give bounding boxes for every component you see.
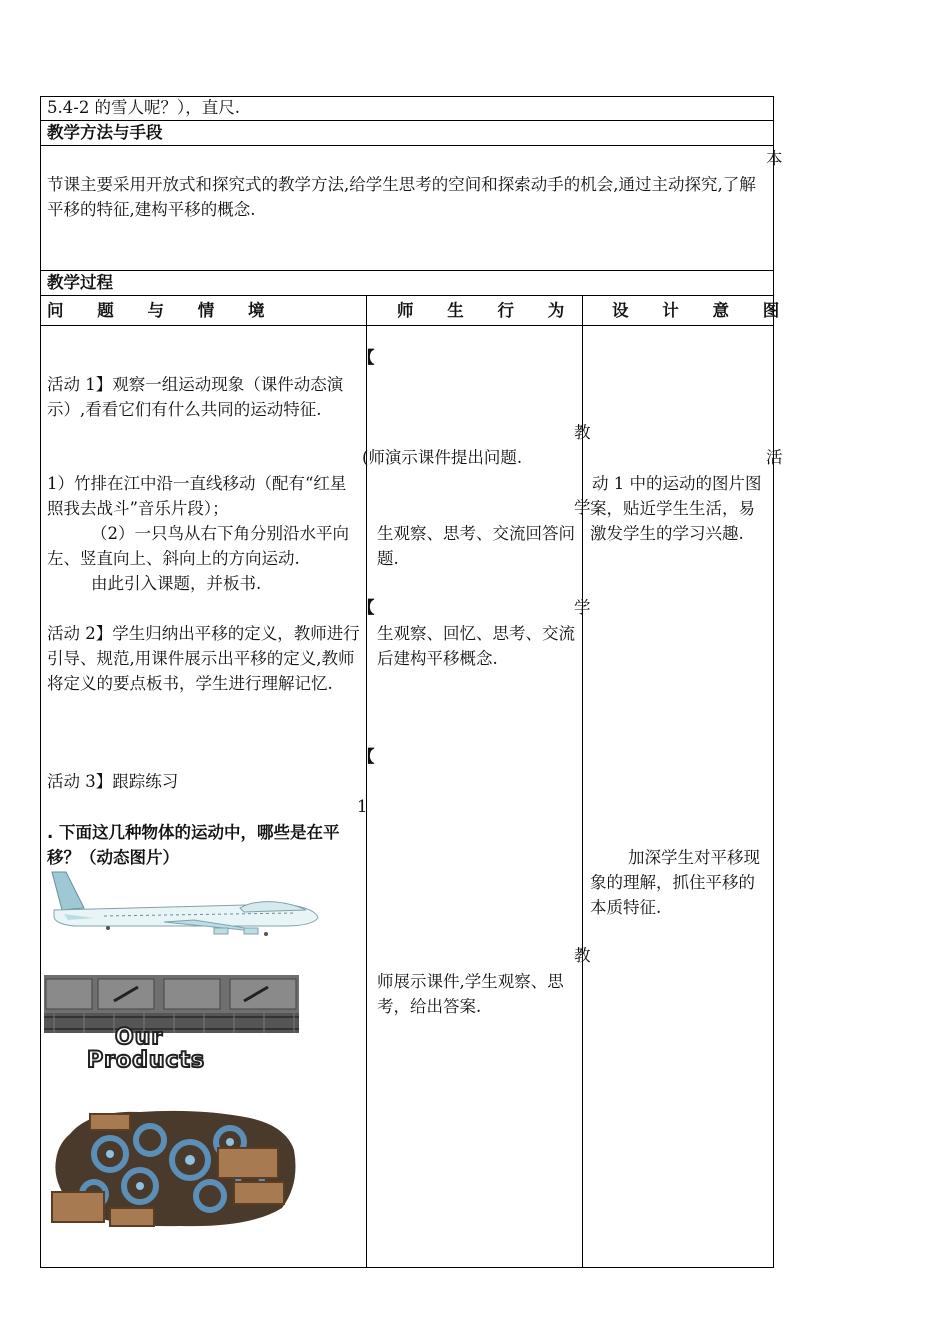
methods-text: 节课主要采用开放式和探究式的教学方法,给学生思考的空间和探索动手的机会,通过主动探究,了解平移的特征,建构平移的概念. (47, 175, 756, 219)
methods-heading: 教学方法与手段 (47, 123, 163, 142)
behavior-text-1: (师演示课件提出问题. (362, 448, 523, 467)
row-line-4 (40, 295, 774, 296)
intent-text-1: 动 1 中的运动的图片图案，贴近学生生活，易激发学生的学习兴趣. (590, 474, 762, 543)
activity-1-item-1: 1）竹排在江中沿一直线移动（配有“红星照我去战斗”音乐片段）； (47, 474, 347, 518)
question-text: . 下面这几种物体的运动中，哪些是在平移？（动态图片） (47, 823, 340, 867)
products-logo-line2: Products (87, 1048, 206, 1073)
row-line-5 (40, 325, 774, 326)
side-char-teach: 教 (574, 423, 591, 442)
table-border-left (40, 96, 41, 1268)
products-logo-line1: Our (115, 1025, 164, 1050)
activity-2-text: 活动 2】学生归纳出平移的定义，教师进行引导、规范,用课件展示出平移的定义,教师将定义的要点板书，学生进行理解记忆. (47, 624, 360, 693)
column-header-behavior: 师 生 行 为 (397, 301, 579, 320)
bracket-marker: 【 (358, 598, 375, 617)
side-char-learn: 学 (574, 498, 591, 517)
behavior-text-3: 生观察、回忆、思考、交流后建构平移概念. (377, 624, 575, 668)
bracket-marker: 【 (358, 747, 375, 766)
question-number: 1 (357, 797, 368, 816)
behavior-text-4: 师展示课件,学生观察、思考，给出答案. (377, 972, 564, 1016)
table-border-right (773, 96, 774, 1268)
column-header-intent: 设 计 意 图 (612, 301, 794, 320)
side-char-learn: 学 (574, 598, 591, 617)
activity-1-text: 活动 1】观察一组运动现象（课件动态演示）,看看它们有什么共同的运动特征. (47, 375, 344, 419)
table-border-bottom (40, 1267, 774, 1268)
conveyor-frame-image (44, 975, 299, 1035)
col-divider-1 (366, 295, 367, 1268)
intent-text-2: 加深学生对平移现象的理解，抓住平移的本质特征. (590, 848, 760, 917)
methods-side-char: 本 (766, 149, 783, 168)
row-line-3 (40, 270, 774, 271)
airplane-image (44, 866, 322, 942)
behavior-text-2: 生观察、思考、交流回答问题. (377, 524, 575, 568)
column-header-situation: 问 题 与 情 境 (47, 301, 279, 320)
materials-row-text: 5.4-2 的雪人呢？），直尺. (47, 98, 241, 117)
bracket-marker: 【 (358, 348, 375, 367)
gears-image (50, 1104, 300, 1228)
side-char-teach: 教 (574, 946, 591, 965)
side-char-activity: 活 (766, 448, 783, 467)
activity-1-item-2: （2）一只鸟从右下角分别沿水平向左、竖直向上、斜向上的方向运动. (47, 524, 349, 568)
row-line-2 (40, 145, 774, 146)
process-heading: 教学过程 (47, 273, 113, 292)
activity-1-intro: 由此引入课题，并板书. (91, 574, 262, 593)
activity-3-text: 活动 3】跟踪练习 (47, 772, 179, 791)
